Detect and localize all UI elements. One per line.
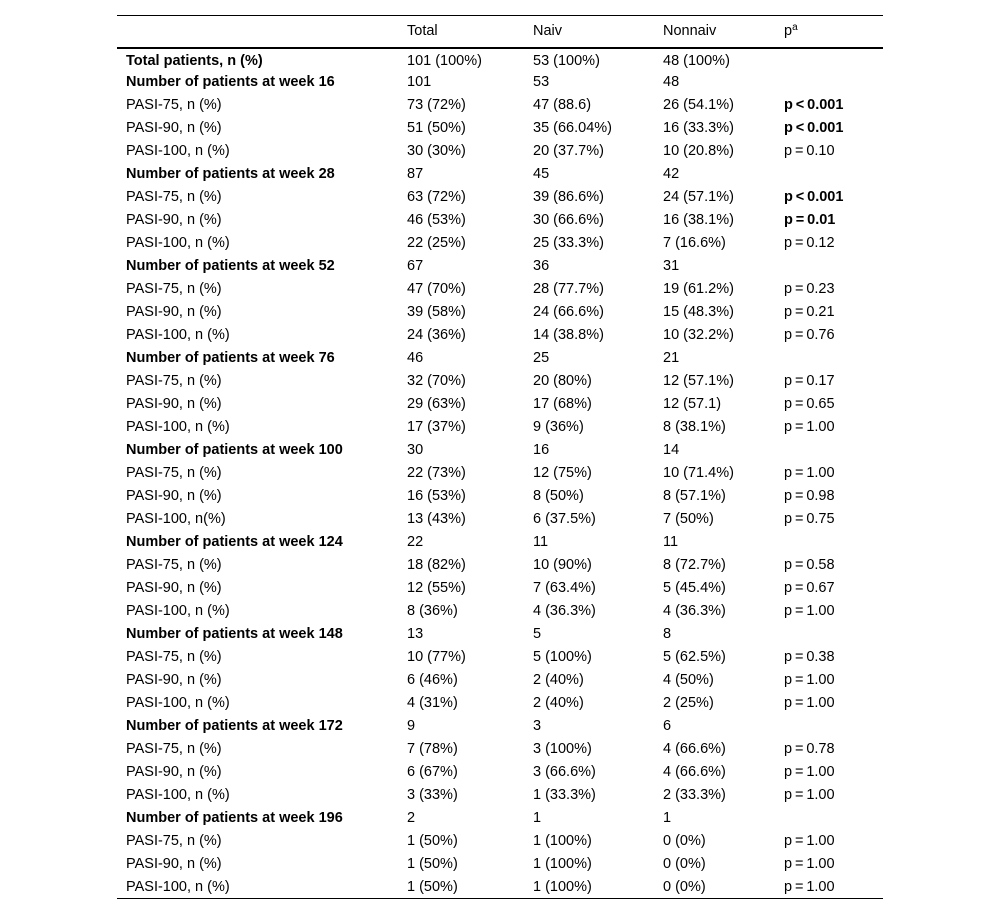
cell-total: 87 bbox=[407, 166, 424, 182]
cell-label: PASI-90, n (%) bbox=[126, 672, 222, 688]
table-group-row bbox=[117, 255, 883, 278]
cell-p: p = 1.00 bbox=[784, 787, 835, 803]
cell-p: p = 0.75 bbox=[784, 511, 835, 527]
cell-nonnaiv: 2 (25%) bbox=[663, 695, 714, 711]
table-row bbox=[117, 692, 883, 715]
cell-naiv: 2 (40%) bbox=[533, 672, 584, 688]
cell-nonnaiv: 12 (57.1%) bbox=[663, 373, 734, 389]
header-p-text: p bbox=[784, 23, 793, 40]
cell-naiv: 28 (77.7%) bbox=[533, 281, 604, 297]
cell-p: p < 0.001 bbox=[784, 120, 844, 136]
cell-label: Number of patients at week 76 bbox=[126, 350, 335, 366]
cell-p: p = 0.76 bbox=[784, 327, 835, 343]
table-group-row bbox=[117, 163, 883, 186]
cell-p: p = 1.00 bbox=[784, 419, 835, 435]
table-row bbox=[117, 830, 883, 853]
cell-naiv: 1 bbox=[533, 810, 542, 826]
cell-nonnaiv: 48 (100%) bbox=[663, 53, 730, 69]
cell-total: 12 (55%) bbox=[407, 580, 466, 596]
cell-total: 46 (53%) bbox=[407, 212, 466, 228]
table-row bbox=[117, 646, 883, 669]
cell-p bbox=[775, 807, 883, 830]
cell-p: p = 0.21 bbox=[784, 304, 835, 320]
cell-label: PASI-100, n (%) bbox=[126, 603, 230, 619]
cell-total: 22 (73%) bbox=[407, 465, 466, 481]
cell-p: p = 0.10 bbox=[784, 143, 835, 159]
cell-p: p = 0.01 bbox=[784, 212, 836, 228]
cell-nonnaiv: 42 bbox=[663, 166, 680, 182]
table-row bbox=[117, 462, 883, 485]
cell-total: 17 (37%) bbox=[407, 419, 466, 435]
cell-naiv: 20 (37.7%) bbox=[533, 143, 604, 159]
cell-total: 6 (46%) bbox=[407, 672, 458, 688]
table-row bbox=[117, 278, 883, 301]
cell-label: PASI-100, n(%) bbox=[126, 511, 226, 527]
table-row bbox=[117, 416, 883, 439]
table-row bbox=[117, 508, 883, 531]
cell-p: p = 1.00 bbox=[784, 695, 835, 711]
header-naiv: Naiv bbox=[524, 16, 654, 48]
cell-nonnaiv: 8 (72.7%) bbox=[663, 557, 726, 573]
cell-label: PASI-75, n (%) bbox=[126, 833, 222, 849]
cell-p: p = 1.00 bbox=[784, 764, 835, 780]
cell-p bbox=[775, 71, 883, 94]
cell-label: PASI-90, n (%) bbox=[126, 488, 222, 504]
cell-p: p = 0.67 bbox=[784, 580, 835, 596]
cell-nonnaiv: 48 bbox=[663, 74, 680, 90]
cell-label: PASI-75, n (%) bbox=[126, 465, 222, 481]
cell-nonnaiv: 7 (16.6%) bbox=[663, 235, 726, 251]
cell-label: PASI-100, n (%) bbox=[126, 695, 230, 711]
cell-label: PASI-90, n (%) bbox=[126, 580, 222, 596]
results-table bbox=[117, 15, 883, 899]
cell-total: 9 bbox=[407, 718, 416, 734]
cell-total: 13 bbox=[407, 626, 424, 642]
cell-total: 29 (63%) bbox=[407, 396, 466, 412]
cell-naiv: 7 (63.4%) bbox=[533, 580, 596, 596]
header-p-value bbox=[775, 16, 883, 48]
table-group-row bbox=[117, 531, 883, 554]
cell-naiv: 53 (100%) bbox=[533, 53, 600, 69]
cell-naiv: 4 (36.3%) bbox=[533, 603, 596, 619]
cell-nonnaiv: 24 (57.1%) bbox=[663, 189, 734, 205]
cell-nonnaiv: 11 bbox=[663, 534, 679, 550]
cell-p: p = 1.00 bbox=[784, 856, 835, 872]
cell-naiv: 3 (66.6%) bbox=[533, 764, 596, 780]
cell-total: 16 (53%) bbox=[407, 488, 466, 504]
table-row bbox=[117, 232, 883, 255]
cell-total: 10 (77%) bbox=[407, 649, 466, 665]
cell-label: Number of patients at week 28 bbox=[126, 166, 335, 182]
cell-naiv: 6 (37.5%) bbox=[533, 511, 596, 527]
table-row bbox=[117, 600, 883, 623]
cell-nonnaiv: 1 bbox=[663, 810, 672, 826]
cell-nonnaiv: 6 bbox=[663, 718, 672, 734]
cell-nonnaiv: 10 (71.4%) bbox=[663, 465, 734, 481]
table-group-row bbox=[117, 439, 883, 462]
cell-naiv: 9 (36%) bbox=[533, 419, 584, 435]
table-group-row bbox=[117, 48, 883, 71]
cell-nonnaiv: 4 (66.6%) bbox=[663, 741, 726, 757]
cell-p: p = 1.00 bbox=[784, 672, 835, 688]
cell-naiv: 1 (33.3%) bbox=[533, 787, 596, 803]
table-row bbox=[117, 94, 883, 117]
cell-p bbox=[775, 715, 883, 738]
cell-nonnaiv: 5 (62.5%) bbox=[663, 649, 726, 665]
cell-label: PASI-100, n (%) bbox=[117, 876, 398, 899]
cell-nonnaiv: 0 (0%) bbox=[654, 876, 775, 899]
header-p-footnote-marker: a bbox=[792, 22, 798, 34]
cell-label: PASI-90, n (%) bbox=[126, 120, 222, 136]
cell-naiv: 53 bbox=[533, 74, 550, 90]
header-total: Total bbox=[398, 16, 524, 48]
cell-total: 4 (31%) bbox=[407, 695, 458, 711]
cell-label: PASI-75, n (%) bbox=[126, 97, 222, 113]
cell-nonnaiv: 15 (48.3%) bbox=[663, 304, 734, 320]
cell-p: p = 1.00 bbox=[784, 833, 835, 849]
cell-naiv: 1 (100%) bbox=[533, 856, 592, 872]
cell-label: PASI-100, n (%) bbox=[126, 143, 230, 159]
cell-naiv: 47 (88.6) bbox=[533, 97, 592, 113]
cell-label: PASI-100, n (%) bbox=[126, 327, 230, 343]
header-label bbox=[117, 16, 398, 48]
cell-nonnaiv: 8 (38.1%) bbox=[663, 419, 726, 435]
cell-label: Number of patients at week 52 bbox=[126, 258, 335, 274]
cell-naiv: 1 (100%) bbox=[524, 876, 654, 899]
cell-p: p = 1.00 bbox=[784, 603, 835, 619]
cell-p bbox=[775, 255, 883, 278]
cell-label: Number of patients at week 148 bbox=[126, 626, 343, 642]
cell-total: 1 (50%) bbox=[398, 876, 524, 899]
cell-nonnaiv: 31 bbox=[663, 258, 680, 274]
table-row bbox=[117, 485, 883, 508]
cell-naiv: 24 (66.6%) bbox=[533, 304, 604, 320]
cell-nonnaiv: 0 (0%) bbox=[663, 833, 706, 849]
cell-total: 7 (78%) bbox=[407, 741, 458, 757]
cell-label: PASI-90, n (%) bbox=[126, 304, 222, 320]
cell-total: 2 bbox=[407, 810, 416, 826]
cell-total: 46 bbox=[407, 350, 424, 366]
cell-nonnaiv: 10 (32.2%) bbox=[663, 327, 734, 343]
cell-nonnaiv: 16 (33.3%) bbox=[663, 120, 734, 136]
cell-total: 63 (72%) bbox=[407, 189, 466, 205]
cell-naiv: 35 (66.04%) bbox=[533, 120, 612, 136]
cell-nonnaiv: 4 (66.6%) bbox=[663, 764, 726, 780]
header-row bbox=[117, 16, 883, 48]
cell-total: 18 (82%) bbox=[407, 557, 466, 573]
cell-naiv: 30 (66.6%) bbox=[533, 212, 604, 228]
cell-label: PASI-75, n (%) bbox=[126, 741, 222, 757]
table-group-row bbox=[117, 347, 883, 370]
cell-total: 101 (100%) bbox=[407, 53, 482, 69]
cell-label: Number of patients at week 100 bbox=[126, 442, 343, 458]
table-row bbox=[117, 554, 883, 577]
table-row bbox=[117, 577, 883, 600]
table-body bbox=[117, 48, 883, 899]
cell-naiv: 2 (40%) bbox=[533, 695, 584, 711]
cell-nonnaiv: 5 (45.4%) bbox=[663, 580, 726, 596]
cell-label: PASI-75, n (%) bbox=[126, 649, 222, 665]
cell-total: 6 (67%) bbox=[407, 764, 458, 780]
cell-total: 101 bbox=[407, 74, 432, 90]
table-group-row bbox=[117, 807, 883, 830]
cell-naiv: 5 bbox=[533, 626, 542, 642]
cell-label: PASI-75, n (%) bbox=[126, 189, 222, 205]
table-row bbox=[117, 117, 883, 140]
cell-total: 24 (36%) bbox=[407, 327, 466, 343]
cell-naiv: 14 (38.8%) bbox=[533, 327, 604, 343]
cell-p: p = 0.38 bbox=[784, 649, 835, 665]
cell-label: PASI-100, n (%) bbox=[126, 235, 230, 251]
cell-total: 22 (25%) bbox=[407, 235, 466, 251]
cell-p bbox=[775, 531, 883, 554]
cell-nonnaiv: 19 (61.2%) bbox=[663, 281, 734, 297]
cell-naiv: 11 bbox=[533, 534, 549, 550]
cell-naiv: 10 (90%) bbox=[533, 557, 592, 573]
table-row bbox=[117, 784, 883, 807]
cell-nonnaiv: 21 bbox=[663, 350, 680, 366]
cell-total: 30 bbox=[407, 442, 424, 458]
cell-naiv: 25 (33.3%) bbox=[533, 235, 604, 251]
table-row bbox=[117, 738, 883, 761]
cell-total: 3 (33%) bbox=[407, 787, 458, 803]
header-nonnaiv: Nonnaiv bbox=[654, 16, 775, 48]
cell-nonnaiv: 4 (36.3%) bbox=[663, 603, 726, 619]
cell-p: p = 0.65 bbox=[784, 396, 835, 412]
table-row bbox=[117, 853, 883, 876]
cell-total: 8 (36%) bbox=[407, 603, 458, 619]
table-row bbox=[117, 324, 883, 347]
table-row bbox=[117, 186, 883, 209]
cell-p: p = 0.23 bbox=[784, 281, 835, 297]
cell-total: 32 (70%) bbox=[407, 373, 466, 389]
cell-label: PASI-75, n (%) bbox=[126, 373, 222, 389]
table-row bbox=[117, 140, 883, 163]
cell-naiv: 20 (80%) bbox=[533, 373, 592, 389]
cell-p: p = 0.17 bbox=[784, 373, 835, 389]
cell-label: PASI-100, n (%) bbox=[126, 787, 230, 803]
cell-p: p = 1.00 bbox=[784, 465, 835, 481]
cell-naiv: 25 bbox=[533, 350, 550, 366]
cell-naiv: 3 (100%) bbox=[533, 741, 592, 757]
cell-nonnaiv: 16 (38.1%) bbox=[663, 212, 734, 228]
cell-nonnaiv: 8 (57.1%) bbox=[663, 488, 726, 504]
cell-total: 13 (43%) bbox=[407, 511, 466, 527]
table-group-row bbox=[117, 715, 883, 738]
cell-label: Number of patients at week 196 bbox=[126, 810, 343, 826]
cell-nonnaiv: 10 (20.8%) bbox=[663, 143, 734, 159]
cell-total: 22 bbox=[407, 534, 424, 550]
table-row bbox=[117, 761, 883, 784]
cell-total: 39 (58%) bbox=[407, 304, 466, 320]
cell-label: PASI-90, n (%) bbox=[126, 764, 222, 780]
table-row bbox=[117, 876, 883, 899]
cell-total: 30 (30%) bbox=[407, 143, 466, 159]
cell-nonnaiv: 14 bbox=[663, 442, 680, 458]
cell-naiv: 12 (75%) bbox=[533, 465, 592, 481]
cell-p: p < 0.001 bbox=[784, 189, 844, 205]
cell-nonnaiv: 8 bbox=[663, 626, 672, 642]
cell-naiv: 45 bbox=[533, 166, 550, 182]
cell-p: p = 0.12 bbox=[784, 235, 835, 251]
table-group-row bbox=[117, 623, 883, 646]
cell-label: Number of patients at week 16 bbox=[126, 74, 335, 90]
cell-p: p < 0.001 bbox=[784, 97, 844, 113]
cell-naiv: 16 bbox=[533, 442, 550, 458]
cell-total: 73 (72%) bbox=[407, 97, 466, 113]
cell-nonnaiv: 0 (0%) bbox=[663, 856, 706, 872]
table-row bbox=[117, 301, 883, 324]
cell-label: PASI-75, n (%) bbox=[126, 281, 222, 297]
cell-naiv: 8 (50%) bbox=[533, 488, 584, 504]
cell-p: p = 0.98 bbox=[784, 488, 835, 504]
cell-naiv: 17 (68%) bbox=[533, 396, 592, 412]
cell-p bbox=[775, 48, 883, 71]
cell-p: p = 0.78 bbox=[784, 741, 835, 757]
cell-label: PASI-100, n (%) bbox=[126, 419, 230, 435]
cell-nonnaiv: 7 (50%) bbox=[663, 511, 714, 527]
cell-p bbox=[775, 623, 883, 646]
cell-nonnaiv: 12 (57.1) bbox=[663, 396, 722, 412]
cell-naiv: 1 (100%) bbox=[533, 833, 592, 849]
cell-naiv: 3 bbox=[533, 718, 542, 734]
cell-naiv: 5 (100%) bbox=[533, 649, 592, 665]
cell-label: PASI-90, n (%) bbox=[126, 212, 222, 228]
cell-nonnaiv: 2 (33.3%) bbox=[663, 787, 726, 803]
table-row bbox=[117, 209, 883, 232]
table-group-row bbox=[117, 71, 883, 94]
cell-total: 1 (50%) bbox=[407, 856, 458, 872]
cell-label: Number of patients at week 124 bbox=[126, 534, 343, 550]
cell-p: p = 1.00 bbox=[775, 876, 883, 899]
cell-total: 51 (50%) bbox=[407, 120, 466, 136]
table-row bbox=[117, 370, 883, 393]
cell-nonnaiv: 26 (54.1%) bbox=[663, 97, 734, 113]
cell-total: 1 (50%) bbox=[407, 833, 458, 849]
cell-nonnaiv: 4 (50%) bbox=[663, 672, 714, 688]
cell-label: Number of patients at week 172 bbox=[126, 718, 343, 734]
cell-total: 47 (70%) bbox=[407, 281, 466, 297]
cell-p: p = 0.58 bbox=[784, 557, 835, 573]
table-row bbox=[117, 393, 883, 416]
cell-p bbox=[775, 347, 883, 370]
cell-p bbox=[775, 163, 883, 186]
cell-p bbox=[775, 439, 883, 462]
cell-naiv: 39 (86.6%) bbox=[533, 189, 604, 205]
cell-naiv: 36 bbox=[533, 258, 550, 274]
cell-label: PASI-75, n (%) bbox=[126, 557, 222, 573]
cell-total: 67 bbox=[407, 258, 424, 274]
table-row bbox=[117, 669, 883, 692]
cell-label: PASI-90, n (%) bbox=[126, 856, 222, 872]
cell-label: Total patients, n (%) bbox=[126, 53, 263, 69]
cell-label: PASI-90, n (%) bbox=[126, 396, 222, 412]
table-header bbox=[117, 16, 883, 48]
